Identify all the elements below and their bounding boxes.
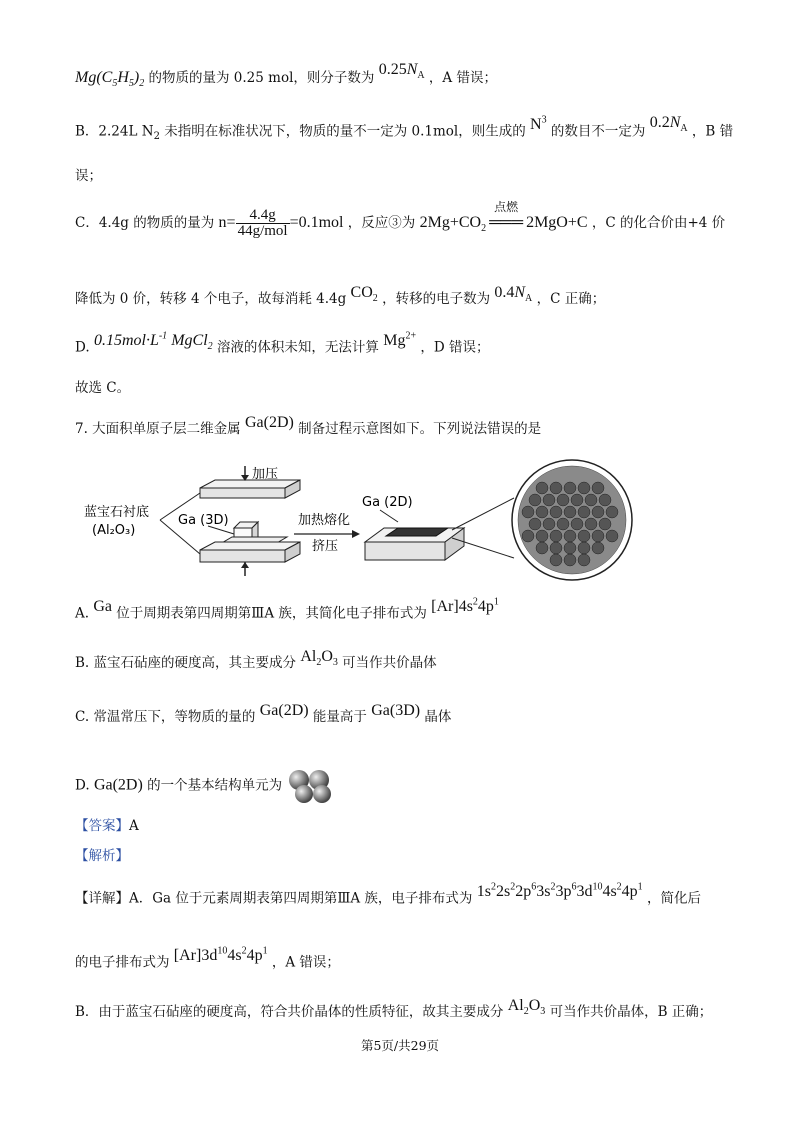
formula-mgcl2-conc: $0.15mol\cdot L^{-1}$ MgCl$_2$	[93, 331, 213, 353]
detail-line-2: 的电子排布式为 $[Ar]3d^{10}4s^24p^1$ ，A 错误；	[75, 946, 340, 971]
bottom-anvil-plate	[200, 537, 300, 562]
question-7-stem: 7. 大面积单原子层二维金属 Ga(2D) 制备过程示意图如下。下列说法错误的是	[75, 414, 542, 437]
option-d: D. Ga(2D) 的一个基本结构单元为	[75, 768, 336, 804]
formula-ga2d: Ga(2D)	[93, 776, 143, 794]
fraction-co2-moles: $\frac{4.4g}{\text{44g/mol}}$	[237, 207, 288, 239]
formula-mg2plus: $Mg^{2+}$	[383, 331, 417, 350]
formula-ar-config: $[Ar]4s^24p^1$	[431, 597, 499, 616]
label-squeeze: 挤压	[312, 539, 339, 554]
formula-al2o3: $Al_2O_3$	[300, 648, 338, 669]
top-anvil-plate	[200, 480, 300, 498]
line-2: B．2.24L $N_2$ 未指明在标准状况下，物质的量不一定为 0.1mol，则生成的 $N^3$ 的数目不一定为 $0.2N_A$ ，B 错	[75, 114, 734, 143]
detail-line-1: 【详解】A．Ga 位于元素周期表第四周期第ⅢA 族，电子排布式为 $1s^22s^22p^63s^23p^63d^{10}4s^24p^1$ ，简化后	[75, 882, 701, 907]
formula-ar-config-full: $[Ar]3d^{10}4s^24p^1$	[173, 946, 268, 965]
formula-full-config: $1s^22s^22p^63s^23p^63d^{10}4s^24p^1$	[476, 882, 643, 901]
arrow-up-icon	[241, 562, 249, 576]
reaction-equation: $2Mg+CO_2$ 点燃 ═══ 2MgO+C	[419, 200, 588, 235]
label-sapphire: 蓝宝石衬底	[84, 505, 150, 520]
formula-04na: $0.4N_A$	[494, 284, 533, 305]
option-b: B. 蓝宝石砧座的硬度高，其主要成分 $Al_2O_3$ 可当作共价晶体	[75, 648, 437, 671]
line-1: $Mg(C_5H_5)_2$ 的物质的量为 0.25 mol，则分子数为 $0.25N_A$ ，A 错误；	[75, 61, 497, 90]
formula-02na: $0.2N_A$	[649, 114, 688, 135]
preparation-diagram	[80, 458, 720, 593]
structure-unit-icon	[286, 768, 336, 804]
line-3: 误；	[75, 168, 102, 184]
arrow-down-icon	[241, 466, 249, 481]
page-footer: 第5页/共29页	[360, 1038, 440, 1053]
detail-line-3: B．由于蓝宝石砧座的硬度高，符合共价晶体的性质特征，故其主要成分 $Al_2O_3$ 可当作共价晶体，B 正确；	[75, 997, 713, 1020]
formula-al2o3: $Al_2O_3$	[507, 997, 546, 1018]
label-pressure: 加压	[252, 467, 279, 482]
option-c: C. 常温常压下，等物质的量的 Ga(2D) 能量高于 Ga(3D) 晶体	[75, 702, 452, 725]
label-ga3d: Ga (3D)	[178, 513, 229, 528]
formula-n3: $N^3$	[530, 115, 547, 134]
analysis-heading: 【解析】	[75, 848, 129, 864]
line-4: C．4.4g 的物质的量为 n= $\frac{4.4g}{\text{44g/mol}}$ =0.1mol ，反应③为 $2Mg+CO_2$ 点燃 ═══ 2MgO+C ，C 的化合价由+4 价	[75, 200, 726, 239]
result-plate	[365, 528, 464, 560]
formula-ga2d: Ga(2D)	[244, 414, 294, 431]
line-6: D. $0.15mol\cdot L^{-1}$ MgCl$_2$ 溶液的体积未知，无法计算 $Mg^{2+}$ ，D 错误；	[75, 331, 490, 356]
process-arrow-icon	[294, 530, 360, 538]
label-ga2d: Ga (2D)	[362, 495, 413, 510]
option-a: A. Ga 位于周期表第四周期第ⅢA 族，其简化电子排布式为 $[Ar]4s^24p^1$	[75, 597, 499, 622]
formula-co2: $CO_2$	[350, 284, 378, 305]
formula-025na: $0.25N_A$	[378, 61, 425, 82]
formula-mg-c5h5: $Mg(C_5H_5)_2$	[75, 69, 145, 90]
formula-ga3d: Ga(3D)	[371, 702, 421, 719]
answer-line: 【答案】A	[75, 818, 139, 834]
formula-ga: Ga	[93, 598, 112, 616]
atomic-lattice-magnified	[512, 460, 632, 580]
label-al2o3: (Al₂O₃)	[92, 523, 136, 538]
label-heat-melt: 加热熔化	[298, 513, 351, 528]
line-5: 降低为 0 价，转移 4 个电子，故每消耗 4.4g $CO_2$ ，转移的电子数为 $0.4N_A$ ，C 正确；	[75, 284, 606, 307]
line-7: 故选 C。	[75, 380, 131, 396]
formula-ga2d: Ga(2D)	[259, 702, 309, 719]
